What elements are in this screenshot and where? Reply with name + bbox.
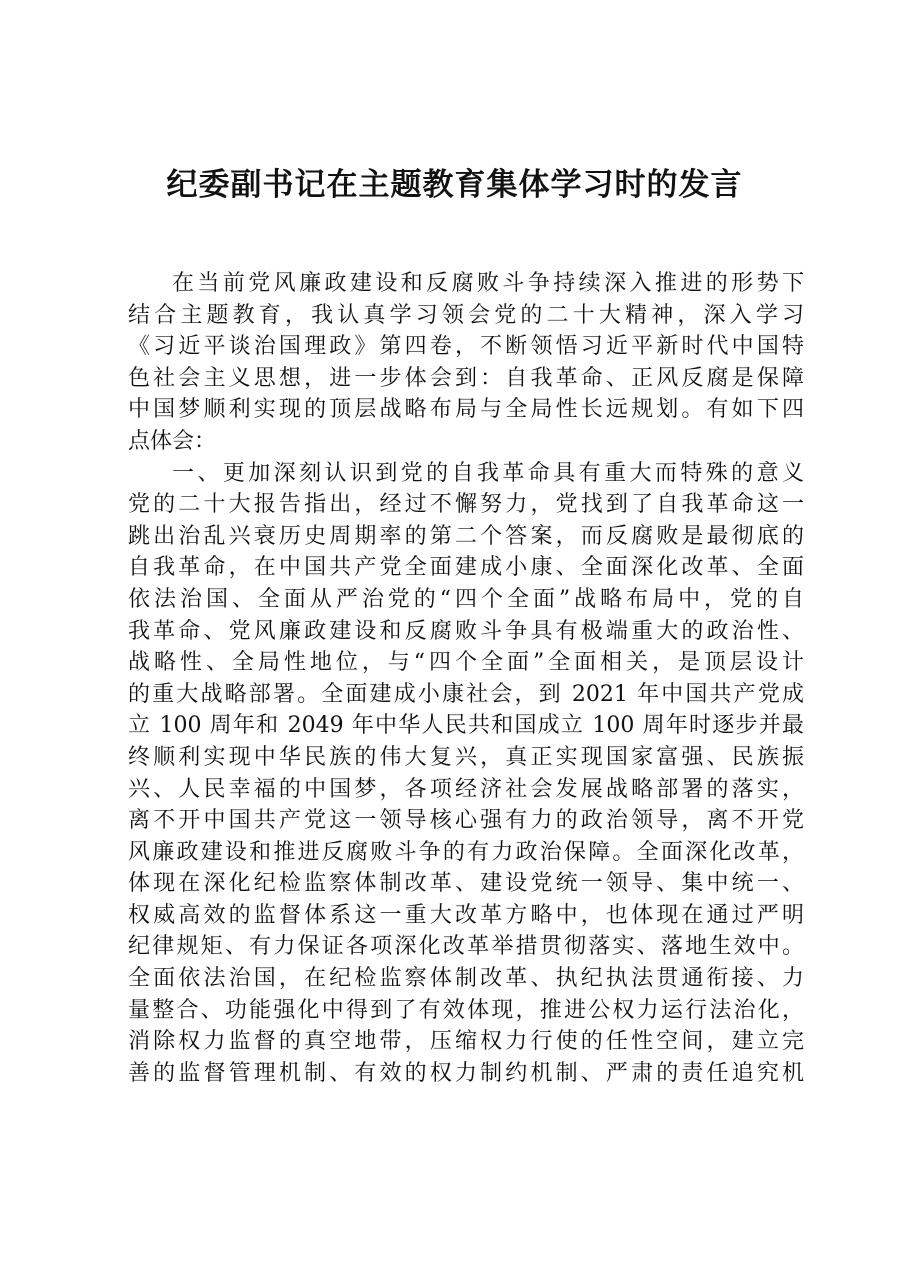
- body-line: 离不开中国共产党这一领导核心强有力的政治领导，离不开党: [128, 808, 804, 834]
- body-line: 量整合、功能强化中得到了有效体现，推进公权力运行法治化，: [128, 997, 804, 1023]
- body-line: 中国梦顺利实现的顶层战略布局与全局性长远规划。有如下四: [128, 397, 804, 423]
- body-line: 结合主题教育，我认真学习领会党的二十大精神，深入学习: [128, 302, 804, 328]
- body-line: 跳出治乱兴衰历史周期率的第二个答案，而反腐败是最彻底的: [128, 523, 804, 549]
- body-line: 《习近平谈治国理政》第四卷，不断领悟习近平新时代中国特: [128, 334, 804, 360]
- body-line: 兴、人民幸福的中国梦，各项经济社会发展战略部署的落实，: [128, 776, 804, 802]
- body-line: 依法治国、全面从严治党的“四个全面”战略布局中，党的自: [128, 586, 804, 612]
- body-line: 风廉政建设和推进反腐败斗争的有力政治保障。全面深化改革，: [128, 839, 804, 865]
- body-line: 善的监督管理机制、有效的权力制约机制、严肃的责任追究机: [128, 1060, 804, 1086]
- body-line: 全面依法治国，在纪检监察体制改革、执纪执法贯通衔接、力: [128, 966, 804, 992]
- body-line: 终顺利实现中华民族的伟大复兴，真正实现国家富强、民族振: [128, 744, 804, 770]
- body-line: 立 100 周年和 2049 年中华人民共和国成立 100 周年时逐步并最: [128, 713, 804, 739]
- document-body: [128, 268, 804, 1089]
- section-heading: 一、更加深刻认识到党的自我革命具有重大而特殊的意义: [172, 460, 804, 486]
- body-line: 我革命、党风廉政建设和反腐败斗争具有极端重大的政治性、: [128, 618, 804, 644]
- body-line: 点体会：: [128, 428, 217, 454]
- body-line: 消除权力监督的真空地带，压缩权力行使的任性空间，建立完: [128, 1029, 804, 1055]
- body-line: 的重大战略部署。全面建成小康社会，到 2021 年中国共产党成: [128, 681, 804, 707]
- body-line: 自我革命，在中国共产党全面建成小康、全面深化改革、全面: [128, 555, 804, 581]
- body-line: 纪律规矩、有力保证各项深化改革举措贯彻落实、落地生效中。: [128, 934, 804, 960]
- body-line: 在当前党风廉政建设和反腐败斗争持续深入推进的形势下: [172, 271, 804, 296]
- body-line: 色社会主义思想，进一步体会到：自我革命、正风反腐是保障: [128, 365, 804, 391]
- document-title: 纪委副书记在主题教育集体学习时的发言: [166, 167, 743, 203]
- body-line: 权威高效的监督体系这一重大改革方略中，也体现在通过严明: [128, 902, 804, 928]
- body-line: 党的二十大报告指出，经过不懈努力，党找到了自我革命这一: [128, 492, 804, 518]
- body-line: 战略性、全局性地位，与“四个全面”全面相关，是顶层设计: [128, 650, 804, 676]
- body-line: 体现在深化纪检监察体制改革、建设党统一领导、集中统一、: [128, 871, 804, 897]
